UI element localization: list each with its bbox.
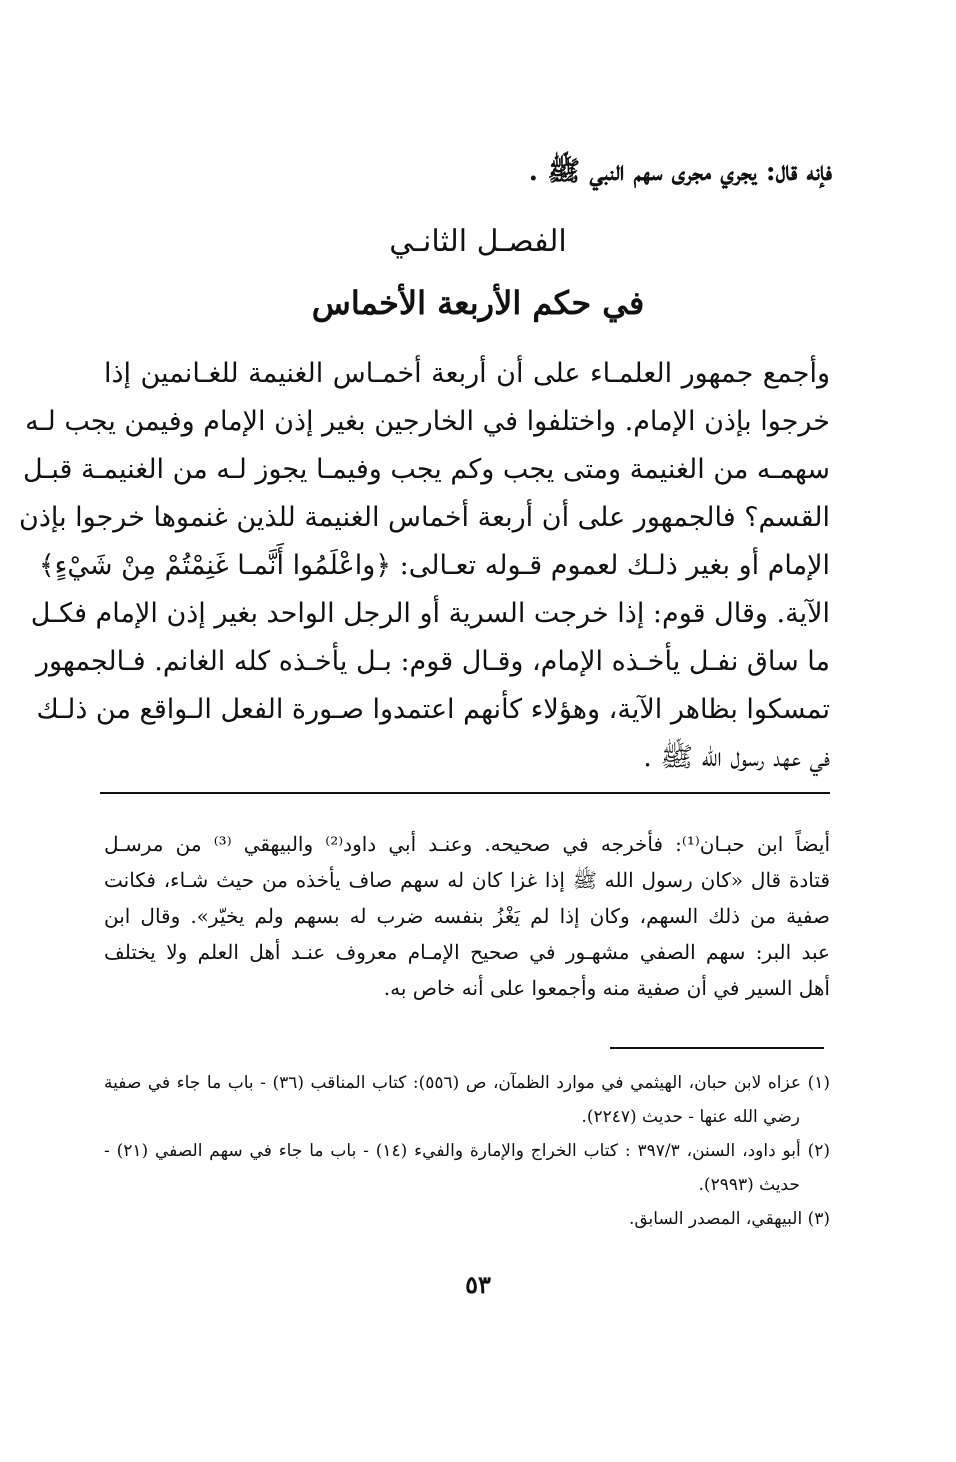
footnote-2-line-1: (٢) أبو داود، السنن، ٣٩٧/٣ : كتاب الخراج والإمارة والفيء (١٤) - باب ما جاء في سهم الصفي (٢١) - xyxy=(104,1141,831,1161)
footnote-2-line-2: حديث (٢٩٩٣). xyxy=(698,1175,800,1195)
footnotes xyxy=(104,1066,830,1236)
body-line: الإمام أو بغير ذلـك لعموم قـوله تعـالى: ﴿واعْلَمُوا أَنَّمـا غَنِمْتُمْ مِنْ شَيْءٍ﴾ xyxy=(38,550,830,581)
note-line: صفية من ذلك السهم، وكان إذا لم يَغْزُ بنفسه ضرب له بسهم ولم يخيّر». وقال ابن xyxy=(104,904,830,928)
footnote-short-rule xyxy=(610,1047,824,1049)
footnote-3-line-1: (٣) البيهقي، المصدر السابق. xyxy=(628,1209,830,1229)
continued-note xyxy=(104,826,830,1006)
note-line: أيضاً ابن حبـان⁽¹⁾: فأخرجه في صحيحه. وعنـد أبي داود⁽²⁾ والبيهقي ⁽³⁾ من مرسـل xyxy=(104,832,831,856)
chapter-title: الفصـل الثانـي xyxy=(389,224,567,259)
footnote-1-line-2: رضي الله عنها - حديث (٢٢٤٧). xyxy=(581,1107,800,1127)
body-line: الآية. وقال قوم: إذا خرجت السرية أو الرجل الواحد بغير إذن الإمام فكـل xyxy=(30,598,830,629)
page-number: ٥٣ xyxy=(465,1270,491,1299)
section-heading: في حكم الأربعة الأخماس xyxy=(311,284,645,322)
note-line: قتادة قال «كان رسول الله ﷺ إذا غزا كان له سهم صاف يأخذه من حيث شـاء، فكانت xyxy=(104,868,830,892)
note-line: عبد البر: سهم الصفي مشهـور في صحيح الإمـام معروف عنـد أهل العلم ولا يختلف xyxy=(104,940,830,964)
body-line: تمسكوا بظاهر الآية، وهؤلاء كأنهم اعتمدوا صـورة الفعل الـواقع من ذلـك xyxy=(36,694,830,725)
footnote-separator xyxy=(100,792,830,794)
body-line: خرجوا بإذن الإمام. واختلفوا في الخارجين بغير إذن الإمام وفيمن يجب لـه xyxy=(25,406,830,437)
body-line: سهمـه من الغنيمة ومتى يجب وكم يجب وفيمـا يجوز لـه من الغنيمـة قبـل xyxy=(23,454,830,485)
note-line: أهل السير في أن صفية منه وأجمعوا على أنه خاص به. xyxy=(383,976,830,1000)
body-line: ما ساق نفـل يأخـذه الإمام، وقـال قوم: بـل يأخـذه كله الغانم. فـالجمهور xyxy=(35,646,830,677)
body-paragraph xyxy=(18,350,830,782)
body-line: في عهد رسول الله ﷺ . xyxy=(643,742,830,773)
footnote-1-line-1: (١) عزاه لابن حبان، الهيثمي في موارد الظمآن، ص (٥٥٦): كتاب المناقب (٣٦) - باب ما جاء في صفية xyxy=(104,1073,830,1093)
body-line: القسم؟ فالجمهور على أن أربعة أخماس الغنيمة للذين غنموها خرجوا بإذن xyxy=(18,502,830,533)
lead-line: فإنه قال: يجري مجرى سهم النبي ﷺ . xyxy=(528,156,832,187)
body-line: وأجمع جمهور العلمـاء على أن أربعة أخمـاس الغنيمة للغـانمين إذا xyxy=(104,358,830,389)
